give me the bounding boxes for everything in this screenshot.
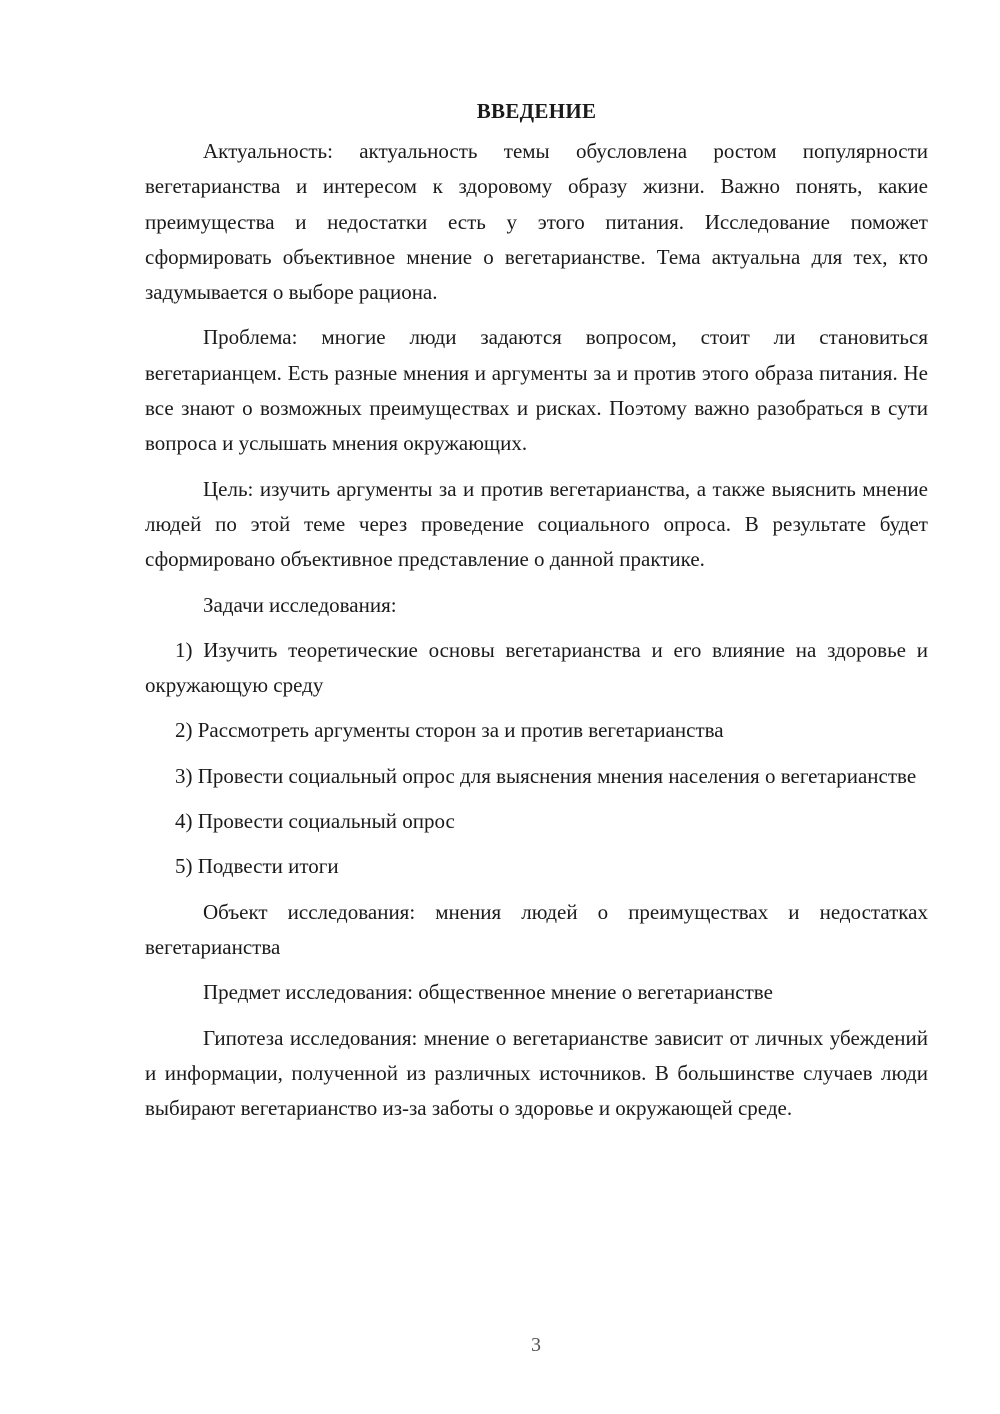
task-item-3: 3) Провести социальный опрос для выяснения мнения населения о вегетарианстве	[175, 763, 917, 788]
tasks-heading: Задачи исследования:	[203, 592, 397, 617]
goal-paragraph: Цель: изучить аргументы за и против вегетарианства, а также выяснить мнение людей по этой теме через проведение социального опроса. В результате будет сформировано объективное представление о данной практике.	[145, 476, 928, 572]
hypothesis-paragraph: Гипотеза исследования: мнение о вегетарианстве зависит от личных убеждений и информации, полученной из различных источников. В большинстве случаев люди выбирают вегетарианство из-за заботы о здоровье и окружающей среде.	[145, 1025, 928, 1121]
page-number: 3	[531, 1334, 541, 1356]
task-item-2: 2) Рассмотреть аргументы сторон за и против вегетарианства	[175, 718, 724, 743]
task-item-1: 1) Изучить теоретические основы вегетарианства и его влияние на здоровье и окружающую среду	[145, 637, 928, 698]
task-item-4: 4) Провести социальный опрос	[175, 809, 455, 834]
relevance-paragraph: Актуальность: актуальность темы обусловлена ростом популярности вегетарианства и интересом к здоровому образу жизни. Важно понять, какие преимущества и недостатки есть у этого питания. Исследование поможет сформировать объективное мнение о вегетарианстве. Тема актуальна для тех, кто задумывается о выборе рациона.	[145, 139, 928, 305]
object-paragraph: Объект исследования: мнения людей о преимуществах и недостатках вегетарианства	[145, 899, 928, 959]
task-item-5: 5) Подвести итоги	[175, 854, 339, 879]
section-title: ВВЕДЕНИЕ	[476, 99, 597, 123]
problem-paragraph: Проблема: многие люди задаются вопросом, стоит ли становиться вегетарианцем. Есть разные мнения и аргументы за и против этого образа питания. Не все знают о возможных преимуществах и рисках. Поэтому важно разобраться в сути вопроса и услышать мнения окружающих.	[145, 325, 928, 456]
page-content	[145, 96, 928, 1136]
subject-paragraph: Предмет исследования: общественное мнение о вегетарианстве	[203, 980, 773, 1005]
